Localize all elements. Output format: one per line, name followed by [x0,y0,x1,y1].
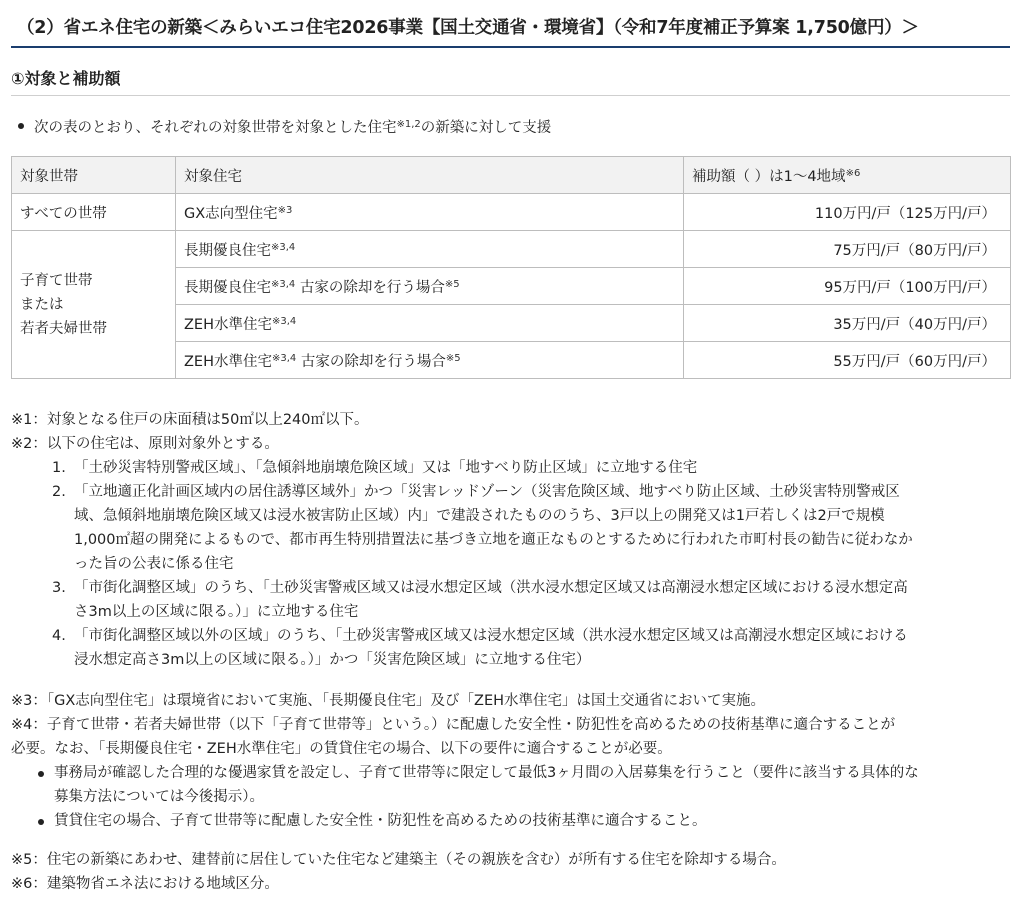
list-item [38,761,919,809]
subsection-heading [11,60,1010,96]
cell-housing [176,231,684,268]
cell-housing [176,268,684,305]
table-row [12,231,1011,268]
intro-text: 次の表のとおり、それぞれの対象世帯を対象とした住宅 [34,120,397,136]
header-amount-text: 補助額（ ）は1～4地域 [692,168,846,185]
table-row [12,194,1011,231]
cell-household-group [12,231,176,379]
housing-footnote-ref: ※3,4 [271,278,296,290]
list-item-line: 1,000㎡超の開発によるもので、都市再生特別措置法に基づき立地を適正なものとするために行われた市町村長の勧告に従わなか [74,532,913,548]
list-item [52,624,908,672]
cell-amount: 35万円/戸（40万円/戸） [684,305,1011,342]
housing-type: 長期優良住宅 [184,242,271,259]
housing-footnote-ref: ※3,4 [272,315,297,327]
household-line: 若者夫婦世帯 [20,320,107,337]
household-line: または [20,296,64,313]
cell-amount: 110万円/戸（125万円/戸） [684,194,1011,231]
list-item-line: 賃貸住宅の場合、子育て世帯等に配慮した安全性・防犯性を高めるための技術基準に適合すること。 [54,813,707,829]
housing-footnote-ref: ※3 [277,204,293,216]
section-title: （2）省エネ住宅の新築＜みらいエコ住宅2026事業【国土交通省・環境省】（令和7年度補正予算案 1,750億円）＞ [17,18,919,38]
intro-footnote-ref: ※1,2 [396,119,421,130]
housing-footnote-ref: ※3,4 [271,241,296,253]
list-item-line: さ3m以上の区域に限る。）」に立地する住宅 [74,604,359,620]
footnote-1: ※1：対象となる住戸の床面積は50㎡以上240㎡以下。 [11,412,369,428]
housing-condition: 古家の除却を行う場合 [296,353,446,370]
housing-type: 長期優良住宅 [184,279,271,296]
list-item-text [74,456,697,480]
list-item [52,456,697,480]
header-household: 対象世帯 [12,157,176,194]
list-item-text [74,480,913,576]
list-item-line: 浸水想定高さ3m以上の区域に限る。）」かつ「災害危険区域」に立地する住宅） [74,652,591,668]
footnote-4-line: ※4：子育て世帯・若者夫婦世帯（以下「子育て世帯等」という。）に配慮した安全性・防犯性を高めるための技術基準に適合することが [11,717,896,733]
footnote-5: ※5：住宅の新築にあわせ、建替前に居住していた住宅など建築主（その親族を含む）が所有する住宅を除却する場合。 [11,852,786,868]
section-heading [11,10,1010,48]
condition-footnote-ref: ※5 [445,352,461,364]
header-amount-footnote-ref: ※6 [845,167,861,179]
header-amount [684,157,1011,194]
list-item-number: 2. [52,484,66,500]
subsection-title: ①対象と補助額 [11,69,121,88]
footnote-3: ※3：「GX志向型住宅」は環境省において実施、「長期優良住宅」及び「ZEH水準住宅」は国土交通省において実施。 [11,693,766,709]
housing-type: GX志向型住宅 [184,205,278,222]
footnote-4 [11,713,895,761]
list-item-line: った旨の公表に係る住宅 [74,556,234,572]
cell-household: すべての世帯 [12,194,176,231]
list-item-line: 募集方法については今後掲示）。 [54,789,264,805]
intro-paragraph [18,116,551,137]
cell-amount: 55万円/戸（60万円/戸） [684,342,1011,379]
intro-text-end: の新築に対して支援 [420,120,552,136]
table-header-row [12,157,1011,194]
list-item-line: 「立地適正化計画区域内の居住誘導区域外」かつ「災害レッドゾーン（災害危険区域、地すべり防止区域、土砂災害特別警戒区 [74,484,900,500]
cell-housing [176,342,684,379]
list-item [52,576,908,624]
bullet-icon [38,771,44,777]
housing-footnote-ref: ※3,4 [272,352,297,364]
list-item-line: 「土砂災害特別警戒区域」、「急傾斜地崩壊危険区域」又は「地すべり防止区域」に立地する住宅 [74,460,698,476]
footnote-2: ※2：以下の住宅は、原則対象外とする。 [11,436,279,452]
list-item-line: 「市街化調整区域以外の区域」のうち、「土砂災害警戒区域又は浸水想定区域（洪水浸水想定区域又は高潮浸水想定区域における [74,628,908,644]
bullet-icon [18,123,24,129]
subsidy-table [11,156,1011,379]
footnote-4-line: 必要。なお、「長期優良住宅・ZEH水準住宅」の賃貸住宅の場合、以下の要件に適合することが必要。 [11,741,672,757]
list-item-number: 1. [52,460,66,476]
list-item-number: 4. [52,628,66,644]
footnote-6: ※6：建築物省エネ法における地域区分。 [11,876,279,892]
list-item [38,809,707,833]
list-item [52,480,913,576]
housing-condition: 古家の除却を行う場合 [295,279,445,296]
list-item-number: 3. [52,580,66,596]
list-item-line: 域、急傾斜地崩壊危険区域又は浸水被害防止区域）内」で建設されたもののうち、3戸以上の開発又は1戸若しくは2戸で規模 [74,508,885,524]
cell-amount: 95万円/戸（100万円/戸） [684,268,1011,305]
list-item-text [54,761,919,809]
header-housing: 対象住宅 [176,157,684,194]
list-item-text [74,624,908,672]
list-item-line: 事務局が確認した合理的な優遇家賃を設定し、子育て世帯等に限定して最低3ヶ月間の入居募集を行うこと（要件に該当する具体的な [54,765,919,781]
condition-footnote-ref: ※5 [444,278,460,290]
housing-type: ZEH水準住宅 [184,353,272,370]
cell-amount: 75万円/戸（80万円/戸） [684,231,1011,268]
cell-housing [176,194,684,231]
bullet-icon [38,819,44,825]
housing-type: ZEH水準住宅 [184,316,272,333]
list-item-text [54,809,707,833]
list-item-line: 「市街化調整区域」のうち、「土砂災害警戒区域又は浸水想定区域（洪水浸水想定区域又は高潮浸水想定区域における浸水想定高 [74,580,908,596]
household-line: 子育て世帯 [20,272,93,289]
cell-housing [176,305,684,342]
list-item-text [74,576,908,624]
